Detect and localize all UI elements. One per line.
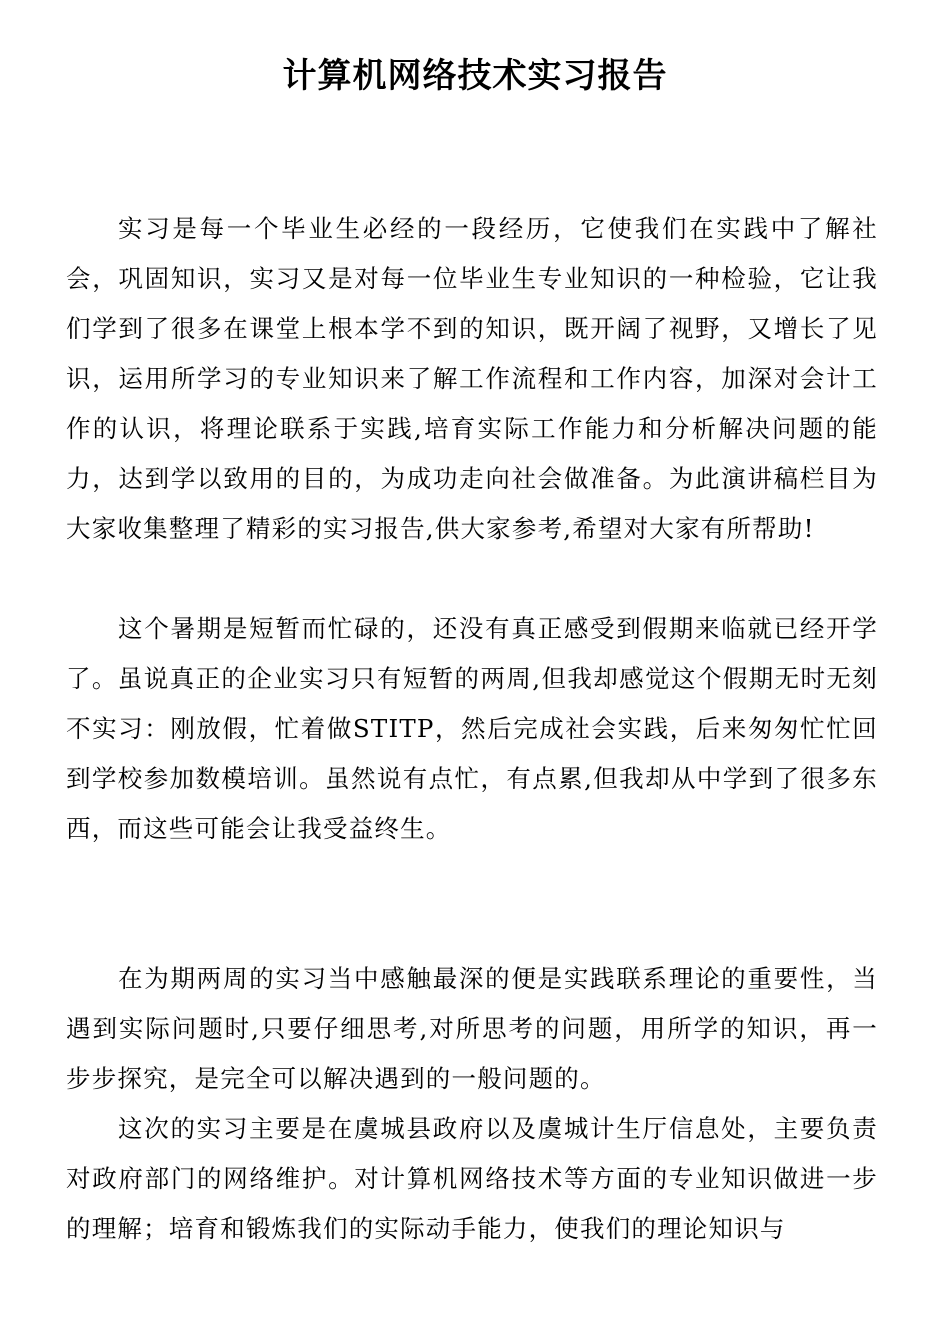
paragraph-internship-location: 这次的实习主要是在虞城县政府以及虞城计生厅信息处，主要负责对政府部门的网络维护。对计算机网络技术等方面的专业知识做进一步的理解；培育和锻炼我们的实际动手能力，使我们的理论知识与 [66,1114,878,1243]
paragraph-intro: 实习是每一个毕业生必经的一段经历，它使我们在实践中了解社会，巩固知识，实习又是对每一位毕业生专业知识的一种检验，它让我们学到了很多在课堂上根本学不到的知识，既开阔了视野，又增长了见识，运用所学习的专业知识来了解工作流程和工作内容，加深对会计工作的认识，将理论联系于实践,培育实际工作能力和分析解决问题的能力，达到学以致用的目的，为成功走向社会做准备。为此演讲稿栏目为大家收集整理了精彩的实习报告,供大家参考,希望对大家有所帮助! [66,214,878,543]
paragraph-summer: 这个暑期是短暂而忙碌的，还没有真正感受到假期来临就已经开学了。虽说真正的企业实习只有短暂的两周,但我却感觉这个假期无时无刻不实习：刚放假，忙着做STITP，然后完成社会实践，后来匆匆忙忙回到学校参加数模培训。虽然说有点忙，有点累,但我却从中学到了很多东西，而这些可能会让我受益终生。 [66,614,878,843]
paragraph-theory-practice: 在为期两周的实习当中感触最深的便是实践联系理论的重要性，当遇到实际问题时,只要仔细思考,对所思考的问题，用所学的知识，再一步步探究，是完全可以解决遇到的一般问题的。 [66,964,878,1093]
document-title: 计算机网络技术实习报告 [282,56,668,96]
